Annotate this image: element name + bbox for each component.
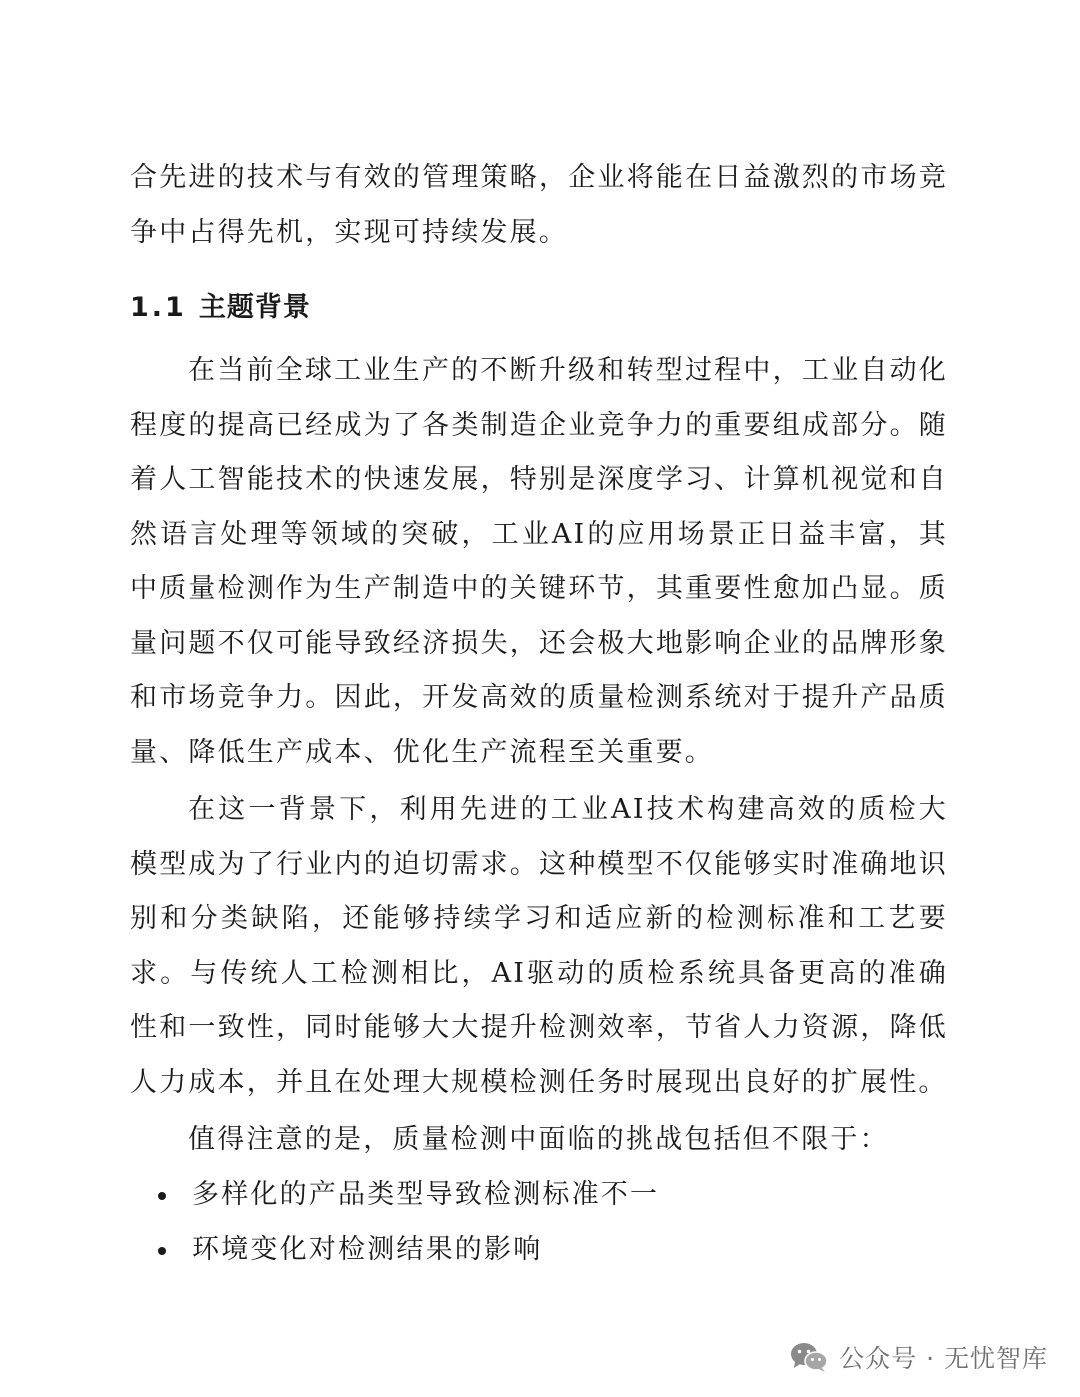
section-heading [130, 286, 311, 330]
list-item [150, 1223, 659, 1278]
section-title: 主题背景 [198, 292, 311, 323]
paragraph-ai-quality-model: 在这一背景下，利用先进的工业AI技术构建高效的质检大模型成为了行业内的迫切需求。这种模型不仅能够实时准确地识别和分类缺陷，还能够持续学习和适应新的检测标准和工艺要求。与传统人工检测相比，AI驱动的质检系统具备更高的准确性和一致性，同时能够大大提升检测效率，节省人力资源，降低人力成本，并且在处理大规模检测任务时展现出良好的扩展性。 [130, 794, 948, 1098]
bullet-icon [158, 1247, 166, 1255]
bullet-icon [158, 1192, 166, 1200]
paragraph-background: 在当前全球工业生产的不断升级和转型过程中，工业自动化程度的提高已经成为了各类制造企业竞争力的重要组成部分。随着人工智能技术的快速发展，特别是深度学习、计算机视觉和自然语言处理等领域的突破，工业AI的应用场景正日益丰富，其中质量检测作为生产制造中的关键环节，其重要性愈加凸显。质量问题不仅可能导致经济损失，还会极大地影响企业的品牌形象和市场竞争力。因此，开发高效的质量检测系统对于提升产品质量、降低生产成本、优化生产流程至关重要。 [130, 355, 948, 768]
wechat-icon [789, 1340, 829, 1374]
watermark-text: 公众号 · 无忧智库 [839, 1344, 1048, 1373]
list-item-text: 多样化的产品类型导致检测标准不一 [192, 1179, 660, 1210]
paragraph-challenges-intro: 值得注意的是，质量检测中面临的挑战包括但不限于： [188, 1124, 889, 1155]
watermark [789, 1337, 1048, 1377]
list-item-text: 环境变化对检测结果的影响 [192, 1233, 543, 1265]
intro-paragraph: 合先进的技术与有效的管理策略，企业将能在日益激烈的市场竞争中占得先机，实现可持续发展。 [130, 162, 948, 248]
section-number: 1.1 [130, 292, 187, 323]
list-item [150, 1168, 659, 1223]
challenge-list [150, 1168, 659, 1277]
